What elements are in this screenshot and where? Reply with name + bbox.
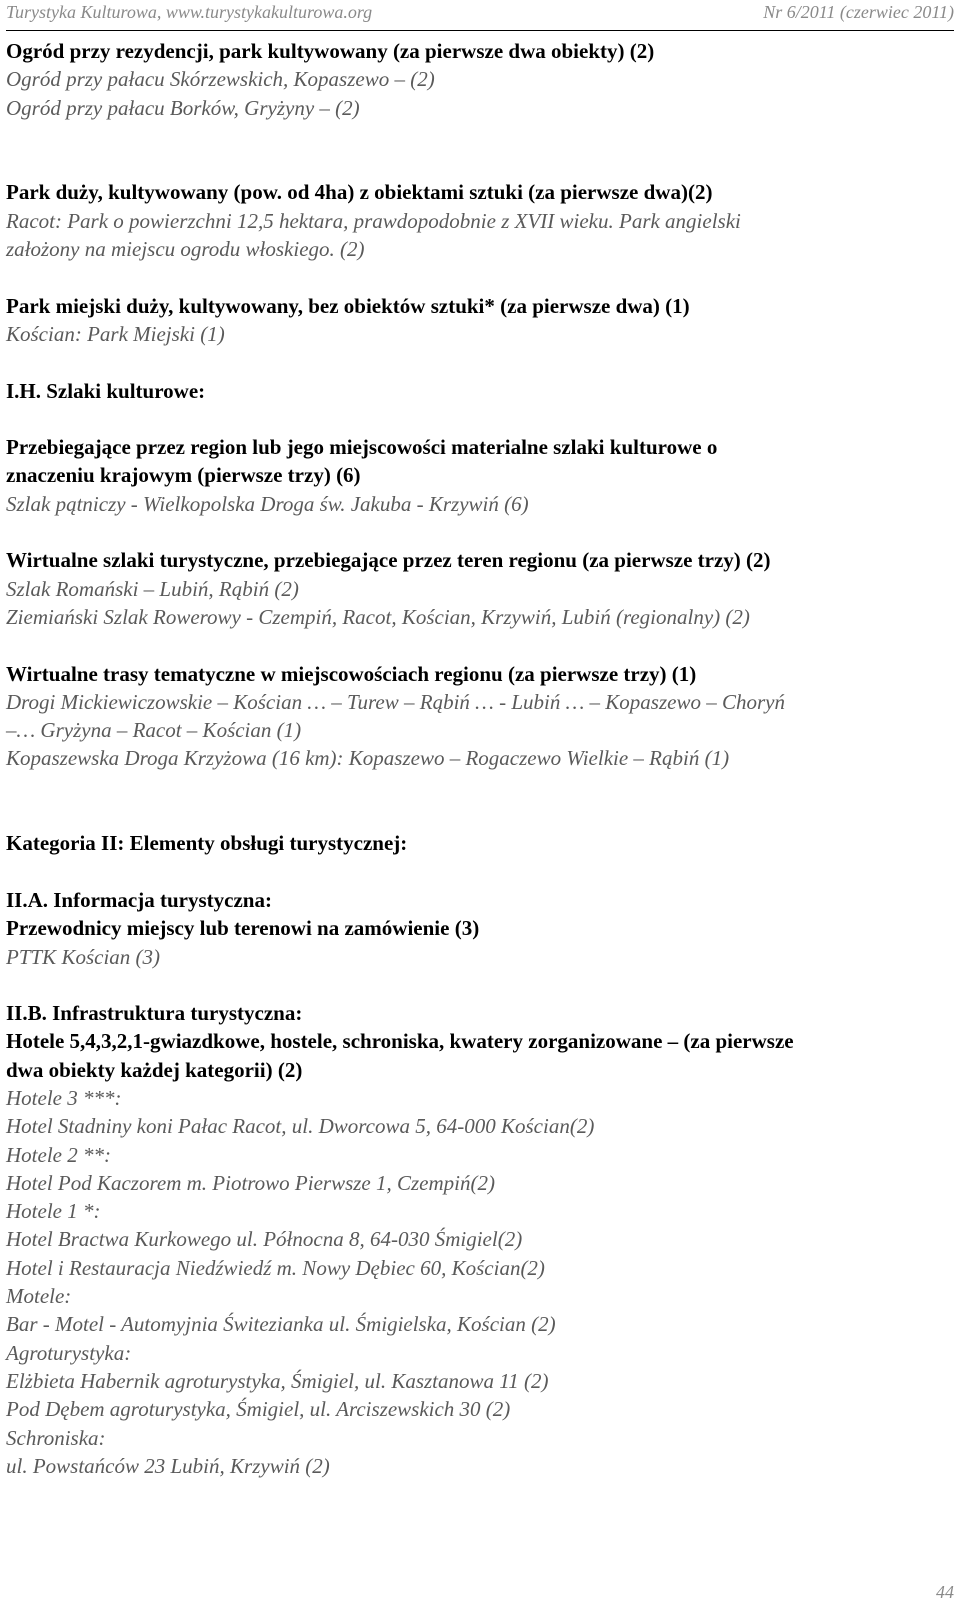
section-heading: Ogród przy rezydencji, park kultywowany (za pierwsze dwa obiekty) (2) [6, 39, 655, 63]
entry-text: założony na miejscu ogrodu włoskiego. (2) [6, 237, 365, 262]
section-heading: II.A. Informacja turystyczna: [6, 887, 272, 912]
entry-text: Kościan: Park Miejski (1) [6, 321, 225, 346]
entry-text: Schroniska: [6, 1425, 106, 1450]
entry-text: Elżbieta Habernik agroturystyka, Śmigiel, ul. Kasztanowa 11 (2) [6, 1368, 549, 1393]
section-heading: Przebiegające przez region lub jego miejscowości materialne szlaki kulturowe o [6, 435, 718, 460]
entry-text: Hotel i Restauracja Niedźwiedź m. Nowy Dębiec 60, Kościan(2) [6, 1255, 545, 1280]
entry-text: ul. Powstańców 23 Lubiń, Krzywiń (2) [6, 1453, 330, 1478]
section-heading: Wirtualne szlaki turystyczne, przebiegające przez teren regionu (za pierwsze trzy) (2) [6, 548, 771, 573]
spacer [6, 263, 946, 291]
entry-text: Hotel Pod Kaczorem m. Piotrowo Pierwsze 1, Czempiń(2) [6, 1170, 495, 1195]
entry-text: Hotele 1 *: [6, 1199, 101, 1224]
section-heading: Park duży, kultywowany (pow. od 4ha) z obiektami sztuki (za pierwsze dwa)(2) [6, 180, 713, 205]
section-heading: II.B. Infrastruktura turystyczna: [6, 1001, 303, 1026]
entry-text: Hotele 3 ***: [6, 1085, 122, 1110]
spacer [6, 122, 946, 179]
entry-text: Kopaszewska Droga Krzyżowa (16 km): Kopaszewo – Rogaczewo Wielkie – Rąbiń (1) [6, 746, 730, 771]
entry-text: Pod Dębem agroturystyka, Śmigiel, ul. Arciszewskich 30 (2) [6, 1397, 511, 1422]
issue-number: Nr 6/2011 (czerwiec 2011) [763, 2, 954, 22]
entry-text: Ogród przy pałacu Skórzewskich, Kopaszewo – (2) [6, 67, 435, 92]
entry-text: Hotel Bractwa Kurkowego ul. Północna 8, 64-030 Śmigiel(2) [6, 1227, 523, 1252]
entry-text: Drogi Mickiewiczowskie – Kościan … – Turew – Rąbiń … - Lubiń … – Kopaszewo – Choryń [6, 689, 785, 714]
section-heading: dwa obiekty każdej kategorii) (2) [6, 1057, 303, 1082]
spacer [6, 971, 946, 999]
entry-text: Hotel Stadniny koni Pałac Racot, ul. Dworcowa 5, 64-000 Kościan(2) [6, 1114, 595, 1139]
journal-title: Turystyka Kulturowa, www.turystykakulturowa.org [6, 2, 373, 22]
section-heading: Kategoria II: Elementy obsługi turystycznej: [6, 831, 408, 856]
section-heading: I.H. Szlaki kulturowe: [6, 378, 206, 403]
section-heading: Hotele 5,4,3,2,1-gwiazdkowe, hostele, schroniska, kwatery zorganizowane – (za pierwsze [6, 1029, 794, 1054]
entry-text: Ziemiański Szlak Rowerowy - Czempiń, Racot, Kościan, Krzywiń, Lubiń (regionalny) (2) [6, 604, 750, 629]
spacer [6, 348, 946, 376]
entry-text: Ogród przy pałacu Borków, Gryżyny – (2) [6, 95, 360, 120]
page-number: 44 [936, 1582, 954, 1602]
entry-text: Bar - Motel - Automyjnia Świtezianka ul. Śmigielska, Kościan (2) [6, 1312, 556, 1337]
entry-text: PTTK Kościan (3) [6, 944, 161, 969]
entry-text: Agroturystyka: [6, 1340, 132, 1365]
section-heading: znaczeniu krajowym (pierwsze trzy) (6) [6, 463, 361, 488]
page-header [6, 0, 954, 31]
document-body [6, 37, 946, 1480]
section-heading: Przewodnicy miejscy lub terenowi na zamówienie (3) [6, 916, 480, 941]
entry-text: Hotele 2 **: [6, 1142, 111, 1167]
entry-text: Szlak pątniczy - Wielkopolska Droga św. Jakuba - Krzywiń (6) [6, 491, 529, 516]
spacer [6, 518, 946, 546]
spacer [6, 631, 946, 659]
spacer [6, 773, 946, 830]
spacer [6, 858, 946, 886]
entry-text: Motele: [6, 1284, 72, 1309]
section-heading: Park miejski duży, kultywowany, bez obiektów sztuki* (za pierwsze dwa) (1) [6, 293, 690, 318]
section-heading: Wirtualne trasy tematyczne w miejscowościach regionu (za pierwsze trzy) (1) [6, 661, 697, 686]
entry-text: –… Gryżyna – Racot – Kościan (1) [6, 718, 302, 743]
spacer [6, 405, 946, 433]
entry-text: Racot: Park o powierzchni 12,5 hektara, prawdopodobnie z XVII wieku. Park angielski [6, 208, 741, 233]
entry-text: Szlak Romański – Lubiń, Rąbiń (2) [6, 576, 299, 601]
